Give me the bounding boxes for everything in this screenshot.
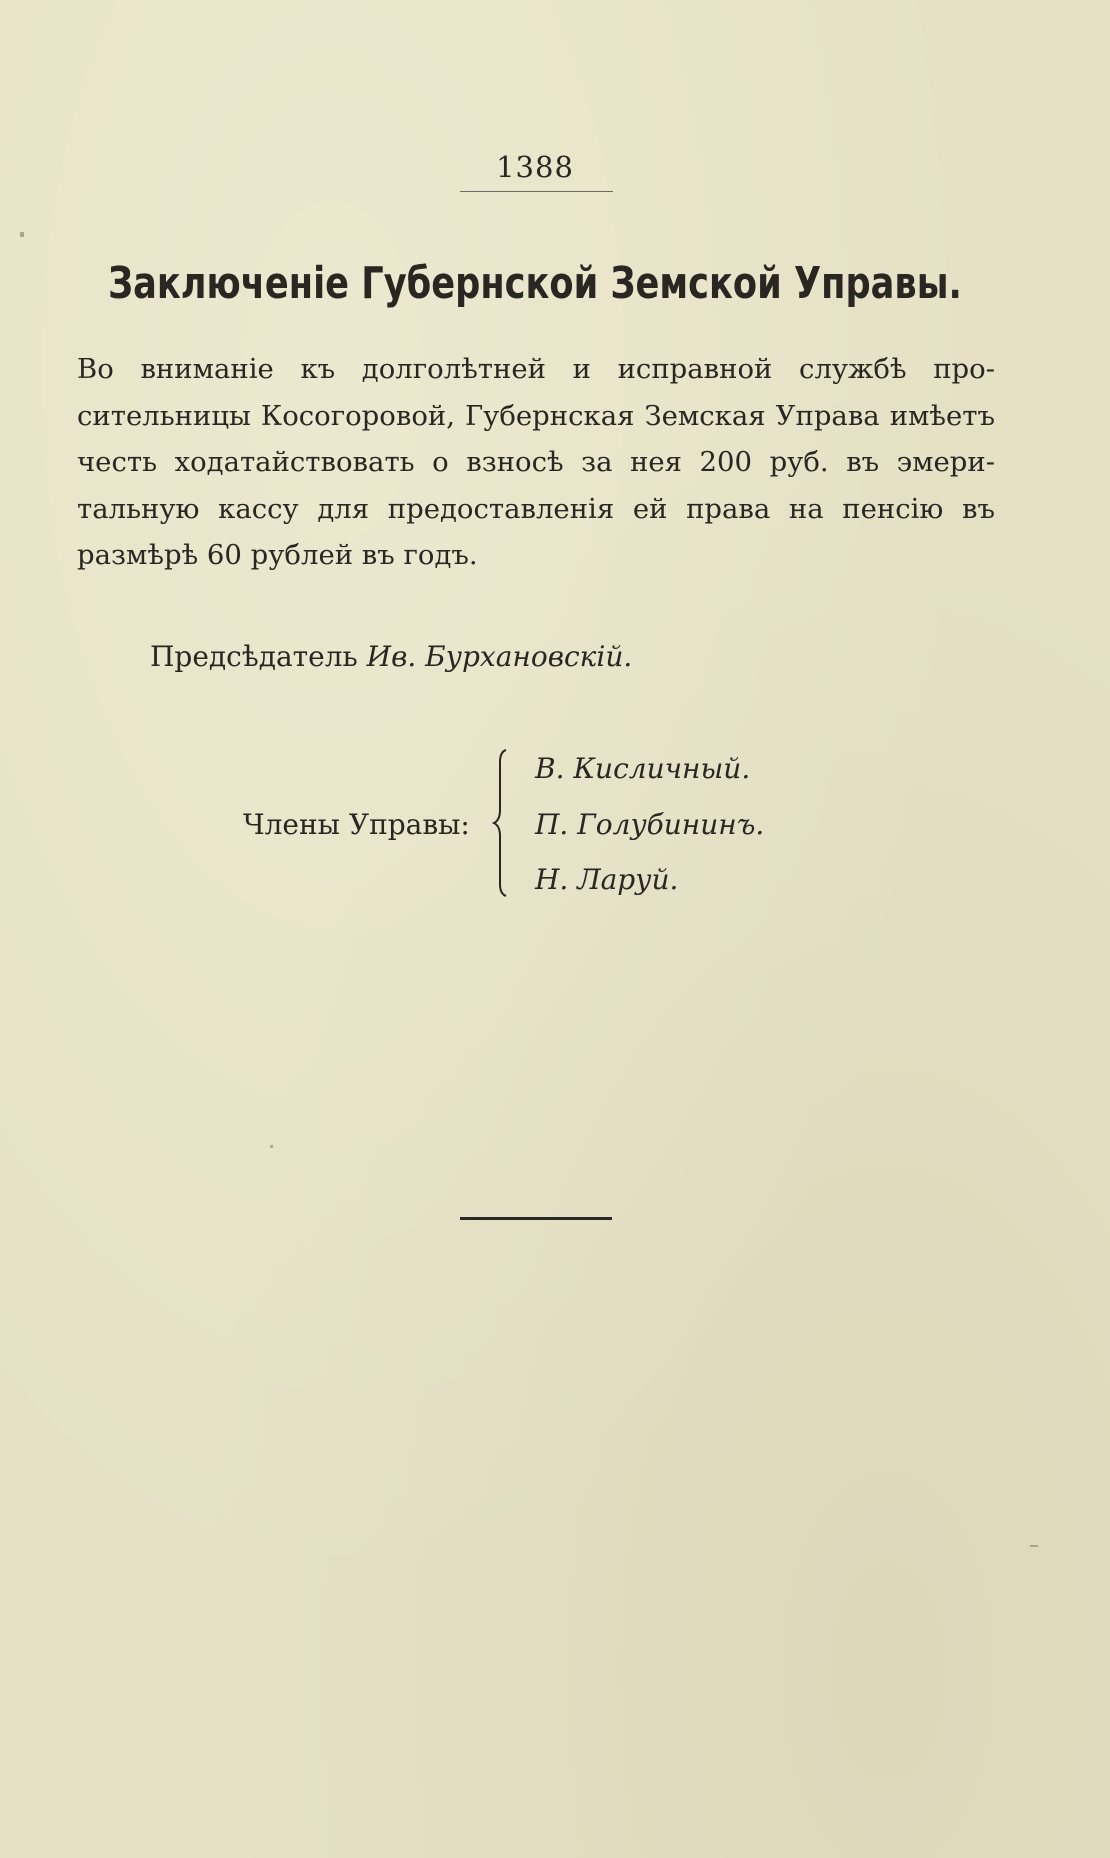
chairman-label: Предсѣдатель: [150, 640, 358, 673]
member-name: В. Кисличный.: [535, 752, 751, 785]
member-name: Н. Ларуй.: [535, 863, 679, 896]
paragraph-line: тальную кассу для предоставленія ей права на пенсію въ: [77, 492, 995, 525]
footer-rule: [460, 1217, 612, 1220]
body-paragraph: [77, 346, 995, 579]
paragraph-line: Во вниманіе къ долголѣтней и исправной службѣ про-: [77, 353, 995, 385]
paper-speck: [20, 232, 24, 237]
curly-brace: [492, 748, 512, 898]
paragraph-line: честь ходатайствовать о взносѣ за нея 200 руб. въ эмери-: [77, 446, 995, 478]
paper-speck: [1030, 1545, 1038, 1547]
chairman-name: Ив. Бурхановскій.: [366, 640, 633, 673]
header-rule: [460, 191, 613, 192]
member-name: П. Голубининъ.: [535, 808, 765, 841]
paper-speck: [270, 1145, 273, 1148]
chairman-signature-line: [150, 640, 632, 673]
members-label: Члены Управы:: [243, 808, 470, 841]
page-number: 1388: [496, 150, 574, 184]
paragraph-line: сительницы Косогоровой, Губернская Земская Управа имѣетъ: [77, 399, 995, 432]
document-title: Заключеніе Губернской Земской Управы.: [108, 258, 962, 309]
paragraph-line: размѣрѣ 60 рублей въ годъ.: [77, 539, 478, 571]
